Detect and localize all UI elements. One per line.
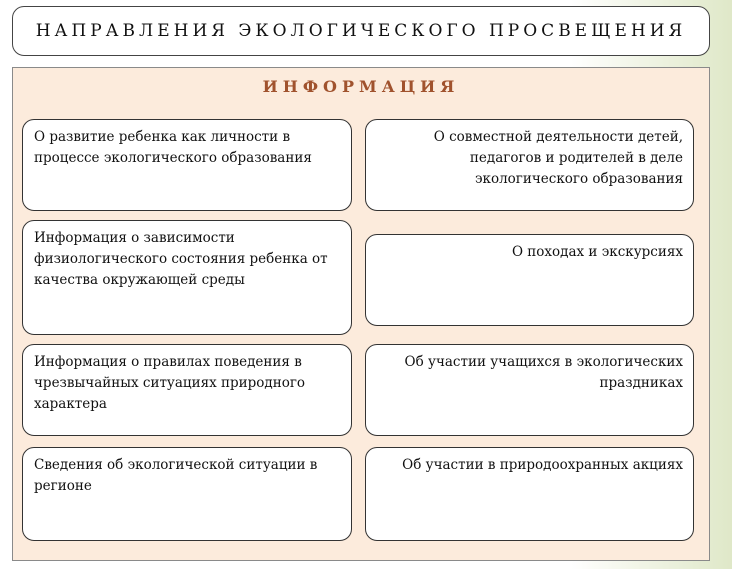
info-card-left-3: Информация о правилах поведения в чрезвычайных ситуациях природного характера [22, 344, 352, 436]
info-card-right-4: Об участии в природоохранных акциях [365, 447, 694, 541]
info-card-left-2: Информация о зависимости физиологического состояния ребенка от качества окружающей среды [22, 220, 352, 335]
information-panel [12, 67, 710, 561]
section-heading: ИНФОРМАЦИЯ [262, 77, 460, 96]
diagram-title: НАПРАВЛЕНИЯ ЭКОЛОГИЧЕСКОГО ПРОСВЕЩЕНИЯ [12, 6, 710, 56]
info-card-right-1: О совместной деятельности детей, педагогов и родителей в деле экологического образования [365, 119, 694, 211]
info-card-right-3: Об участии учащихся в экологических праздниках [365, 344, 694, 436]
info-card-left-4: Сведения об экологической ситуации в регионе [22, 447, 352, 541]
info-card-right-2: О походах и экскурсиях [365, 234, 694, 326]
info-card-left-1: О развитие ребенка как личности в процессе экологического образования [22, 119, 352, 211]
